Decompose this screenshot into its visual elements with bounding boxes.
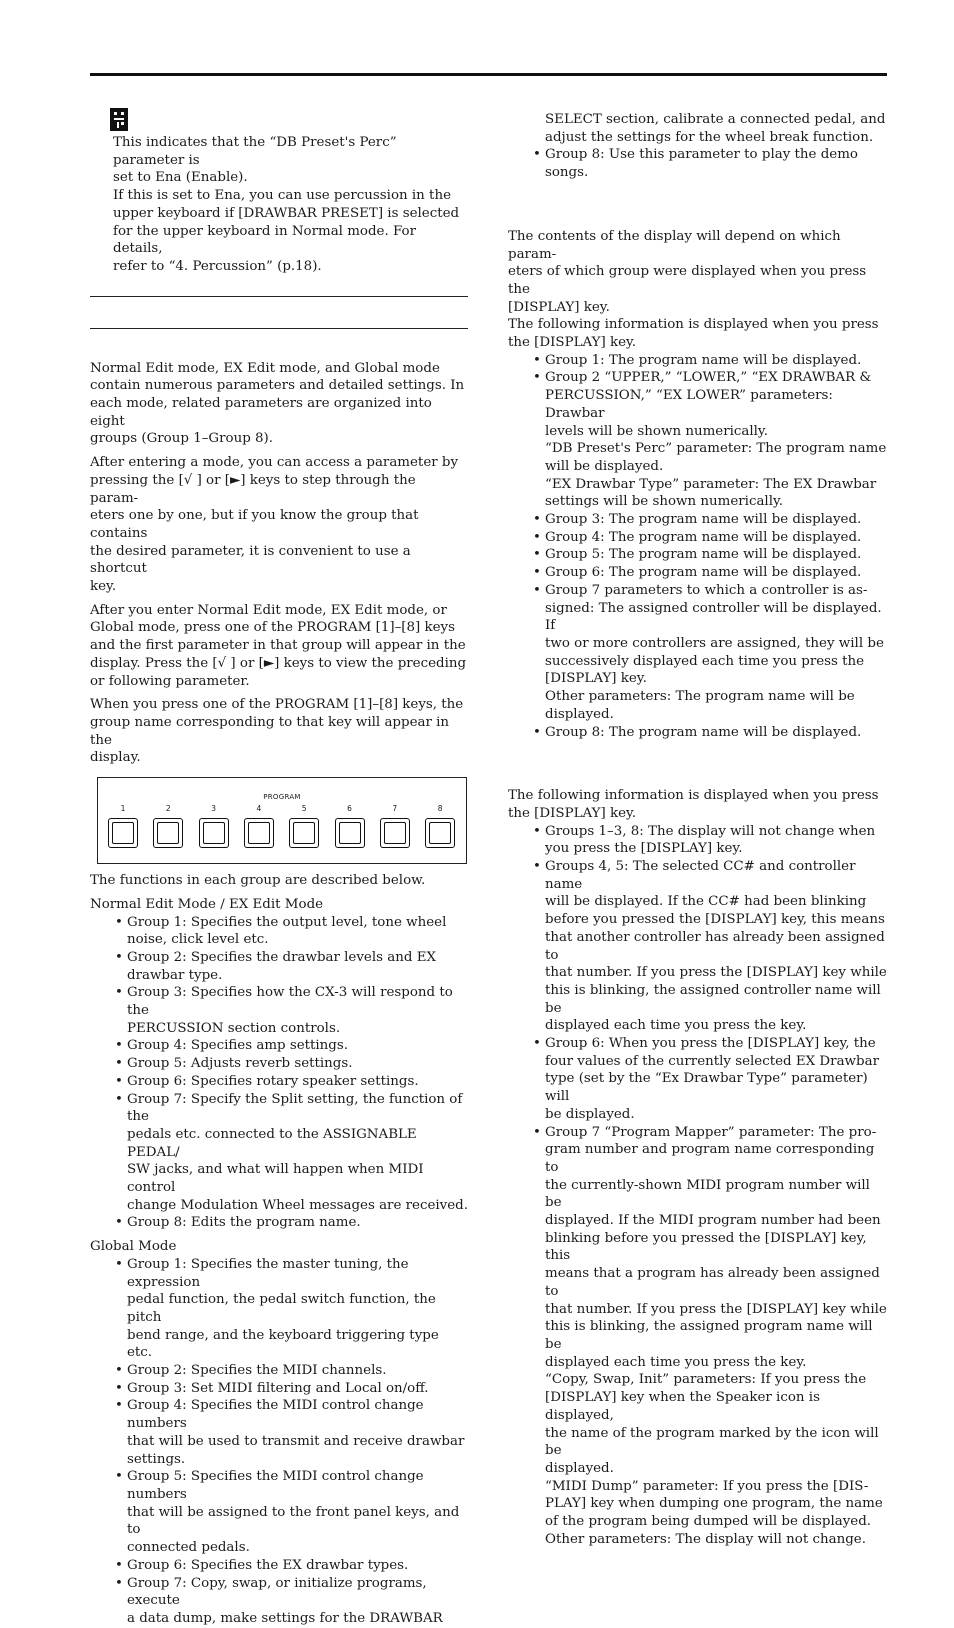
list-item-line: PERCUSSION section controls. xyxy=(127,1020,341,1036)
list-item-line: displayed each time you press the key. xyxy=(545,1018,807,1034)
text-line: display. xyxy=(90,750,141,766)
list-item-line: pedals etc. connected to the ASSIGNABLE PEDAL/ xyxy=(127,1126,417,1160)
list-item-line: • Group 6: The program name will be displayed. xyxy=(545,565,862,581)
text-line: When you press one of the PROGRAM [1]–[8] keys, the xyxy=(90,697,464,713)
list-item-line: a data dump, make settings for the DRAWBAR xyxy=(127,1610,443,1626)
group-name-paragraph xyxy=(90,696,468,767)
list-item-line: “MIDI Dump” parameter: If you press the [DIS- xyxy=(545,1478,869,1494)
list-item xyxy=(90,1575,468,1628)
global-mode-heading: Global Mode xyxy=(90,1239,177,1255)
text-line: for the upper keyboard in Normal mode. For details, xyxy=(113,223,417,257)
list-item-line: that will be assigned to the front panel keys, and to xyxy=(127,1504,460,1538)
program-key-number: 6 xyxy=(347,804,352,814)
program-key-number: 7 xyxy=(392,804,398,814)
text-line: eters of which group were displayed when you press the xyxy=(508,264,867,297)
list-item-line: pedal function, the pedal switch function, the pitch xyxy=(127,1292,436,1325)
text-line: If this is set to Ena, you can use percussion in the xyxy=(113,188,451,204)
list-item-line: displayed. xyxy=(545,1460,614,1476)
list-item-line: means that a program has already been assigned to xyxy=(545,1266,880,1299)
text-line: the [DISPLAY] key. xyxy=(508,805,637,821)
program-key-button[interactable] xyxy=(199,818,229,848)
list-item-line: this is blinking, the assigned program name will be xyxy=(545,1319,873,1352)
section-heading-rules xyxy=(90,296,468,360)
list-item xyxy=(508,511,888,529)
text-line: SELECT section, calibrate a connected pedal, and xyxy=(545,112,886,127)
list-item-line: Other parameters: The display will not change. xyxy=(545,1531,866,1547)
list-item-line: levels will be shown numerically. xyxy=(545,423,768,439)
list-item-line: bend range, and the keyboard triggering type etc. xyxy=(127,1327,439,1361)
list-item-line: • Group 2: Specifies the MIDI channels. xyxy=(127,1363,387,1379)
list-item xyxy=(508,352,888,370)
list-item-line: drawbar type. xyxy=(127,967,223,983)
display-global-group-list xyxy=(508,823,888,1549)
text-line: contain numerous parameters and detailed settings. In xyxy=(90,378,465,394)
text-line: display. Press the [√ ] or [►] keys to view the preceding xyxy=(90,655,467,671)
shortcut-paragraph xyxy=(90,602,468,691)
list-item-line: before you pressed the [DISPLAY] key, this means xyxy=(545,912,885,928)
list-item-line: this is blinking, the assigned controller name will be xyxy=(545,982,881,1016)
program-key-7[interactable] xyxy=(380,804,410,854)
list-item-line: • Group 3: Specifies how the CX-3 will respond to the xyxy=(127,985,453,1019)
list-item-line: songs. xyxy=(545,165,589,181)
text-line: The contents of the display will depend on which param- xyxy=(508,228,841,262)
list-item-line: • Group 4: Specifies amp settings. xyxy=(127,1038,349,1054)
list-item xyxy=(508,1035,888,1124)
list-item-line: displayed each time you press the key. xyxy=(545,1354,807,1370)
icon-description xyxy=(90,134,468,276)
list-item xyxy=(508,1124,888,1549)
list-item-line: blinking before you pressed the [DISPLAY] key, this xyxy=(545,1230,867,1264)
list-item xyxy=(90,1468,468,1557)
list-item-line: four values of the currently selected EX Drawbar xyxy=(545,1053,879,1069)
list-item-line: • Group 8: The program name will be displayed. xyxy=(545,724,862,740)
list-item-line: [DISPLAY] key when the Speaker icon is displayed, xyxy=(545,1390,820,1423)
list-item-line: that number. If you press the [DISPLAY] key while xyxy=(545,1301,887,1317)
list-item-line: • Groups 1–3, 8: The display will not change when xyxy=(545,823,876,839)
program-key-5[interactable] xyxy=(289,804,319,854)
display-paragraph-2 xyxy=(508,316,888,351)
program-key-button[interactable] xyxy=(244,818,274,848)
display-global-paragraph xyxy=(508,787,888,822)
program-key-3[interactable] xyxy=(199,804,229,854)
program-key-4[interactable] xyxy=(244,804,274,854)
list-item-line: “Copy, Swap, Init” parameters: If you press the xyxy=(545,1372,867,1388)
list-item-line: • Group 7: Specify the Split setting, the function of the xyxy=(127,1091,463,1125)
list-item-line: • Group 6: When you press the [DISPLAY] key, the xyxy=(545,1036,876,1052)
list-item xyxy=(508,823,888,858)
text-line: key. xyxy=(90,579,117,595)
global-mode-group-list xyxy=(90,1256,468,1628)
list-item-line: • Group 4: The program name will be displayed. xyxy=(545,529,862,545)
list-item-line: you press the [DISPLAY] key. xyxy=(545,841,743,857)
display-normal-group-list xyxy=(508,352,888,741)
program-key-button[interactable] xyxy=(153,818,183,848)
list-item-line: displayed. xyxy=(545,706,614,722)
list-item-line: “DB Preset's Perc” parameter: The program name xyxy=(545,441,887,457)
list-item-line: • Group 6: Specifies rotary speaker settings. xyxy=(127,1073,419,1089)
program-key-number: 4 xyxy=(256,804,262,814)
list-item-line: settings will be shown numerically. xyxy=(545,494,784,510)
list-item-line: SW jacks, and what will happen when MIDI control xyxy=(127,1162,424,1196)
percussion-indicator-icon xyxy=(110,108,128,131)
list-item xyxy=(508,529,888,547)
program-key-button[interactable] xyxy=(425,818,455,848)
list-item xyxy=(90,1037,468,1055)
list-item-line: the currently-shown MIDI program number will be xyxy=(545,1177,870,1211)
list-item-line: [DISPLAY] key. xyxy=(545,671,647,687)
list-item-line: • Group 1: Specifies the master tuning, the expression xyxy=(127,1256,409,1290)
text-line: the [DISPLAY] key. xyxy=(508,335,637,351)
list-item-line: • Group 1: The program name will be displayed. xyxy=(545,352,862,368)
list-item xyxy=(508,564,888,582)
program-key-number: 8 xyxy=(437,804,443,814)
list-item-line: • Group 5: Specifies the MIDI control change numbers xyxy=(127,1469,424,1502)
left-column xyxy=(90,108,468,1628)
program-key-2[interactable] xyxy=(153,804,183,854)
list-item-line: • Group 5: The program name will be displayed. xyxy=(545,547,862,563)
program-key-6[interactable] xyxy=(335,804,365,854)
list-item-line: that another controller has already been assigned to xyxy=(545,929,885,963)
normal-edit-group-list xyxy=(90,914,468,1233)
list-item-line: PLAY] key when dumping one program, the name xyxy=(545,1496,883,1512)
program-keys-row xyxy=(108,804,458,854)
list-item-line: • Group 1: Specifies the output level, tone wheel xyxy=(127,914,447,930)
list-item-line: displayed. If the MIDI program number had been xyxy=(545,1213,881,1229)
text-line: Normal Edit mode, EX Edit mode, and Global mode xyxy=(90,360,440,376)
list-item-line: connected pedals. xyxy=(127,1540,250,1556)
program-key-button[interactable] xyxy=(108,818,138,848)
list-item xyxy=(90,914,468,949)
list-item-line: successively displayed each time you press the xyxy=(545,653,865,669)
text-line: eters one by one, but if you know the group that contains xyxy=(90,508,419,541)
list-item-line: • Group 5: Adjusts reverb settings. xyxy=(127,1056,353,1072)
text-line: upper keyboard if [DRAWBAR PRESET] is selected xyxy=(113,205,460,221)
list-item-line: that will be used to transmit and receive drawbar xyxy=(127,1433,465,1449)
text-line: Global mode, press one of the PROGRAM [1]–[8] keys xyxy=(90,620,455,636)
display-paragraph-1 xyxy=(508,228,888,317)
list-item-line: of the program being dumped will be displayed. xyxy=(545,1514,872,1530)
program-key-button[interactable] xyxy=(335,818,365,848)
text-line: each mode, related parameters are organized into eight xyxy=(90,396,432,429)
program-key-button[interactable] xyxy=(289,818,319,848)
list-item xyxy=(90,949,468,984)
list-item-line: • Group 2: Specifies the drawbar levels and EX xyxy=(127,949,437,965)
list-item-line: gram number and program name corresponding to xyxy=(545,1142,875,1175)
list-item-line: • Group 8: Edits the program name. xyxy=(127,1215,361,1231)
list-item-line: Other parameters: The program name will be xyxy=(545,689,855,705)
list-item xyxy=(90,1073,468,1091)
top-rule xyxy=(90,73,887,76)
program-keys-panel xyxy=(97,777,467,864)
list-item xyxy=(90,1091,468,1215)
intro-paragraph xyxy=(90,360,468,449)
list-item xyxy=(90,984,468,1037)
text-line: The following information is displayed when you press xyxy=(508,788,879,804)
text-line: [DISPLAY] key. xyxy=(508,299,610,315)
list-item-line: settings. xyxy=(127,1451,186,1467)
list-item-line: • Group 3: Set MIDI filtering and Local on/off. xyxy=(127,1380,429,1396)
heading-rule-top xyxy=(90,296,468,298)
list-item xyxy=(508,858,888,1035)
text-line: the desired parameter, it is convenient to use a shortcut xyxy=(90,543,411,577)
heading-rule-bottom xyxy=(90,328,468,330)
list-item xyxy=(90,1256,468,1362)
text-line: adjust the settings for the wheel break function. xyxy=(545,129,874,145)
list-item-line: • Group 7 “Program Mapper” parameter: The pro- xyxy=(545,1124,877,1140)
text-line: group name corresponding to that key will appear in the xyxy=(90,714,450,748)
list-item-line: • Group 3: The program name will be displayed. xyxy=(545,512,862,528)
program-key-8[interactable] xyxy=(425,804,455,854)
list-item xyxy=(90,1557,468,1575)
text-line: and the first parameter in that group will appear in the xyxy=(90,638,466,654)
list-item-line: will be displayed. If the CC# had been blinking xyxy=(545,894,867,910)
list-item-line: be displayed. xyxy=(545,1106,635,1122)
text-line: or following parameter. xyxy=(90,673,250,689)
text-line: groups (Group 1–Group 8). xyxy=(90,431,274,447)
text-line: refer to “4. Percussion” (p.18). xyxy=(113,258,322,274)
program-key-number: 1 xyxy=(120,804,126,814)
list-item-line: “EX Drawbar Type” parameter: The EX Drawbar xyxy=(545,476,877,492)
list-item xyxy=(508,546,888,564)
right-column xyxy=(508,111,888,1548)
continued-text xyxy=(508,111,888,146)
list-item-line: will be displayed. xyxy=(545,458,664,474)
navigation-paragraph xyxy=(90,454,468,596)
list-item xyxy=(90,1362,468,1380)
list-item-line: • Group 6: Specifies the EX drawbar types. xyxy=(127,1557,409,1573)
list-item xyxy=(508,146,888,181)
program-key-number: 5 xyxy=(301,804,307,814)
list-item xyxy=(90,1380,468,1398)
list-item xyxy=(508,582,888,724)
list-item-line: • Group 8: Use this parameter to play the demo xyxy=(545,147,858,163)
list-item-line: signed: The assigned controller will be displayed. If xyxy=(545,600,882,634)
continued-group-list xyxy=(508,146,888,181)
text-line: set to Ena (Enable). xyxy=(113,170,248,186)
list-item-line: change Modulation Wheel messages are received. xyxy=(127,1197,468,1213)
list-item-line: • Groups 4, 5: The selected CC# and controller name xyxy=(545,859,856,892)
list-item-line: that number. If you press the [DISPLAY] key while xyxy=(545,965,887,981)
list-item xyxy=(508,369,888,511)
list-item-line: • Group 2 “UPPER,” “LOWER,” “EX DRAWBAR & xyxy=(545,370,872,386)
list-item-line: • Group 7: Copy, swap, or initialize programs, execute xyxy=(127,1575,427,1609)
program-key-number: 3 xyxy=(211,804,216,814)
list-item-line: two or more controllers are assigned, they will be xyxy=(545,635,884,651)
list-item-line: the name of the program marked by the icon will be xyxy=(545,1425,879,1459)
program-key-1[interactable] xyxy=(108,804,138,854)
functions-intro: The functions in each group are described below. xyxy=(90,873,426,889)
text-line: This indicates that the “DB Preset's Perc” parameter is xyxy=(113,135,397,168)
normal-edit-heading: Normal Edit Mode / EX Edit Mode xyxy=(90,896,324,912)
list-item xyxy=(90,1397,468,1468)
list-item-line: • Group 7 parameters to which a controller is as- xyxy=(545,582,868,598)
list-item-line: noise, click level etc. xyxy=(127,932,269,948)
list-item xyxy=(508,724,888,742)
program-label: PROGRAM xyxy=(263,793,301,802)
list-item xyxy=(90,1214,468,1232)
text-line: pressing the [√ ] or [►] keys to step through the param- xyxy=(90,472,416,506)
list-item-line: • Group 4: Specifies the MIDI control change numbers xyxy=(127,1398,424,1432)
text-line: After entering a mode, you can access a parameter by xyxy=(90,455,459,471)
text-line: After you enter Normal Edit mode, EX Edit mode, or xyxy=(90,602,447,618)
program-key-number: 2 xyxy=(165,804,171,814)
list-item-line: PERCUSSION,” “EX LOWER” parameters: Drawbar xyxy=(545,388,833,421)
program-key-button[interactable] xyxy=(380,818,410,848)
list-item xyxy=(90,1055,468,1073)
list-item-line: type (set by the “Ex Drawbar Type” parameter) will xyxy=(545,1071,868,1105)
text-line: The following information is displayed when you press xyxy=(508,317,879,333)
